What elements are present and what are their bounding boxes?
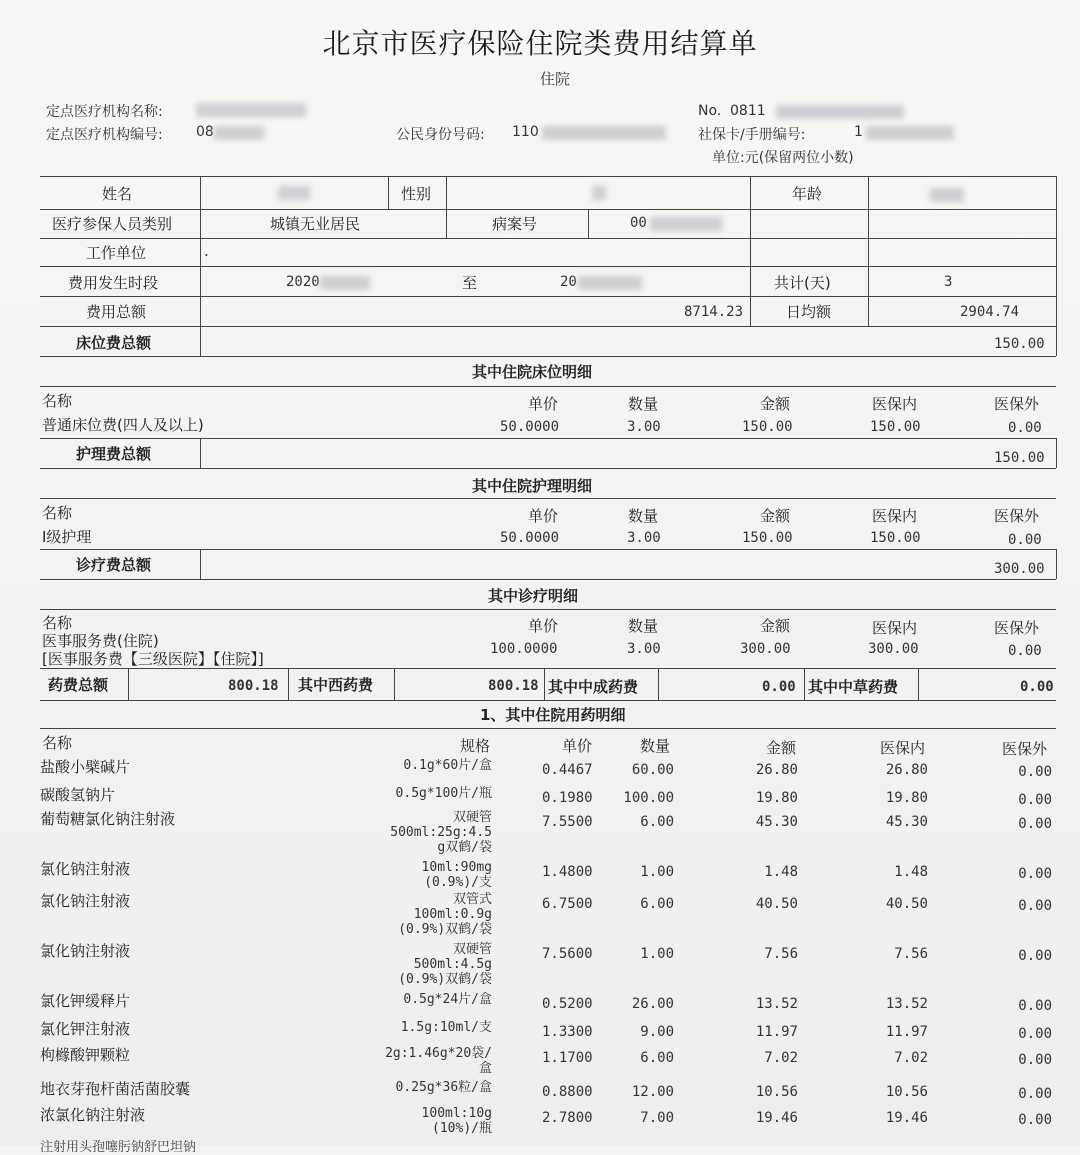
drug-qty: 26.00 [631, 996, 674, 1012]
no-value: 0811 [730, 103, 766, 119]
redacted-period-to [578, 276, 642, 290]
bed-col-name: 名称 [42, 392, 73, 410]
bed-row-name: 普通床位费(四人及以上) [42, 416, 204, 434]
drug-out: 0.00 [1018, 792, 1052, 808]
work-value: . [204, 242, 209, 260]
total-value: 8714.23 [684, 304, 744, 320]
redacted-org-code [214, 126, 264, 140]
treatment-row-qty: 3.00 [627, 641, 661, 657]
org-code-label: 定点医疗机构编号: [46, 127, 163, 143]
drug-total-value: 800.18 [228, 678, 279, 694]
drug-row-partial: 注射用头孢噻肟钠舒巴坦钠 [40, 1140, 197, 1155]
drug-in: 1.48 [894, 864, 928, 880]
drug-spec: 0.5g*24片/盒 [403, 992, 492, 1007]
drug-name: 氯化钠注射液 [40, 860, 131, 878]
redacted-age [930, 188, 964, 202]
document-subtitle: 住院 [540, 70, 571, 88]
bed-col-amount: 金额 [760, 395, 791, 413]
drug-spec: 盒 [478, 1061, 492, 1076]
nursing-col-amount: 金额 [760, 507, 791, 525]
drug-out: 0.00 [1018, 866, 1052, 882]
bed-row-in: 150.00 [870, 419, 921, 435]
drug-qty: 6.00 [640, 1050, 674, 1066]
drug-spec: 0.25g*36粒/盒 [395, 1080, 492, 1095]
drug-total-label: 药费总额 [48, 676, 109, 694]
drug-in: 45.30 [885, 814, 928, 830]
nursing-row-name: Ⅰ级护理 [42, 528, 92, 546]
drug-qty: 6.00 [640, 896, 674, 912]
drug-out: 0.00 [1018, 1052, 1052, 1068]
drug-out: 0.00 [1018, 816, 1052, 832]
treatment-row-amount: 300.00 [740, 641, 791, 657]
drugs-title: 1、其中住院用药明细 [480, 706, 626, 724]
treatment-total-label: 诊疗费总额 [76, 556, 152, 574]
org-code-value: 08 [196, 124, 214, 140]
bed-row-qty: 3.00 [627, 419, 661, 435]
patent-label: 其中中成药费 [548, 678, 639, 696]
drug-price: 0.5200 [542, 996, 593, 1012]
drug-qty: 1.00 [640, 946, 674, 962]
redacted-name [278, 186, 310, 200]
org-name-label: 定点医疗机构名称: [46, 104, 163, 120]
days-value: 3 [944, 274, 953, 290]
drug-qty: 6.00 [640, 814, 674, 830]
period-to: 20 [560, 274, 577, 290]
document-title: 北京市医疗保险住院类费用结算单 [322, 27, 758, 60]
drug-spec: (0.9%)/支 [424, 875, 492, 890]
treatment-col-name: 名称 [42, 614, 73, 632]
treatment-row-out: 0.00 [1008, 643, 1042, 659]
drug-out: 0.00 [1018, 948, 1052, 964]
treatment-col-price: 单价 [528, 617, 559, 635]
drug-qty: 1.00 [640, 864, 674, 880]
nursing-row-amount: 150.00 [742, 530, 793, 546]
total-label: 费用总额 [86, 303, 147, 321]
treatment-col-amount: 金额 [760, 617, 791, 635]
drug-qty: 60.00 [631, 762, 674, 778]
nursing-detail-title: 其中住院护理明细 [472, 477, 593, 495]
treatment-row-in: 300.00 [868, 641, 919, 657]
treatment-total-value: 300.00 [994, 561, 1045, 577]
drug-qty: 12.00 [631, 1084, 674, 1100]
drug-spec: 500ml:4.5g [413, 957, 492, 972]
drug-amount: 10.56 [755, 1084, 798, 1100]
bed-row-price: 50.0000 [500, 419, 560, 435]
western-label: 其中西药费 [298, 676, 374, 694]
daily-value: 2904.74 [960, 304, 1020, 320]
drug-amount: 7.56 [764, 946, 798, 962]
drug-spec: g双鹤/袋 [437, 840, 492, 855]
nursing-total-value: 150.00 [994, 450, 1045, 466]
drug-price: 0.1980 [542, 790, 593, 806]
treatment-row-name2: [医事服务费【三级医院】【住院】] [42, 650, 264, 668]
redacted-case-no [650, 217, 722, 231]
drugs-col-name: 名称 [42, 734, 73, 752]
drug-out: 0.00 [1018, 898, 1052, 914]
drug-spec: (10%)/瓶 [432, 1121, 492, 1136]
id-value: 110 [512, 124, 539, 140]
drug-spec: 100ml:0.9g [413, 907, 492, 922]
drug-in: 19.46 [885, 1110, 928, 1126]
drug-spec: (0.9%)双鹤/袋 [398, 922, 492, 937]
drug-price: 1.3300 [542, 1024, 593, 1040]
case-no-label: 病案号 [492, 215, 538, 233]
drug-spec: 双管式 [452, 892, 492, 907]
redacted-no [776, 105, 904, 119]
treatment-col-qty: 数量 [628, 617, 659, 635]
nursing-col-name: 名称 [42, 504, 73, 522]
bed-col-qty: 数量 [628, 395, 659, 413]
days-label: 共计(天) [774, 274, 831, 292]
drug-amount: 19.80 [755, 790, 798, 806]
drug-qty: 7.00 [640, 1110, 674, 1126]
redacted-id [542, 126, 666, 140]
period-label: 费用发生时段 [68, 274, 159, 292]
bed-total-value: 150.00 [994, 336, 1045, 352]
drug-in: 13.52 [885, 996, 928, 1012]
drug-spec: (0.9%)双鹤/袋 [398, 972, 492, 987]
redacted-period-from [320, 276, 370, 290]
drug-in: 7.02 [894, 1050, 928, 1066]
work-label: 工作单位 [86, 244, 147, 262]
name-label: 姓名 [102, 185, 133, 203]
drug-price: 1.4800 [542, 864, 593, 880]
nursing-row-in: 150.00 [870, 530, 921, 546]
drugs-col-out: 医保外 [1002, 740, 1048, 758]
drug-amount: 40.50 [755, 896, 798, 912]
drug-out: 0.00 [1018, 1026, 1052, 1042]
drug-name: 氯化钾注射液 [40, 1020, 131, 1038]
drug-price: 1.1700 [542, 1050, 593, 1066]
drug-price: 0.4467 [542, 762, 593, 778]
drugs-col-qty: 数量 [640, 737, 671, 755]
drug-spec: 500ml:25g:4.5 [390, 825, 492, 840]
drug-name: 葡萄糖氯化钠注射液 [40, 810, 176, 828]
drug-name: 地衣芽孢杆菌活菌胶囊 [40, 1080, 191, 1098]
drug-in: 19.80 [885, 790, 928, 806]
redacted-card [866, 126, 954, 140]
drug-spec: 10ml:90mg [421, 860, 492, 875]
drug-spec: 0.1g*60片/盒 [403, 758, 492, 773]
bed-col-price: 单价 [528, 395, 559, 413]
unit-note: 单位:元(保留两位小数) [712, 150, 854, 166]
period-from: 2020 [286, 274, 320, 290]
drugs-col-spec: 规格 [460, 737, 491, 755]
category-value: 城镇无业居民 [270, 215, 361, 233]
drug-name: 碳酸氢钠片 [40, 786, 116, 804]
drug-in: 40.50 [885, 896, 928, 912]
drug-amount: 1.48 [764, 864, 798, 880]
nursing-col-in: 医保内 [872, 507, 918, 525]
drug-out: 0.00 [1018, 764, 1052, 780]
drug-name: 氯化钠注射液 [40, 892, 131, 910]
drug-name: 氯化钾缓释片 [40, 992, 131, 1010]
treatment-row-price: 100.0000 [490, 641, 558, 657]
nursing-row-qty: 3.00 [627, 530, 661, 546]
period-to-label: 至 [462, 274, 478, 292]
card-value: 1 [854, 124, 863, 140]
drug-qty: 100.00 [623, 790, 674, 806]
treatment-col-in: 医保内 [872, 619, 918, 637]
drug-name: 枸橼酸钾颗粒 [40, 1046, 131, 1064]
redacted-org-name [196, 103, 306, 117]
drug-out: 0.00 [1018, 1112, 1052, 1128]
redacted-sex [592, 186, 606, 200]
age-label: 年龄 [792, 185, 823, 203]
drug-spec: 100ml:10g [421, 1106, 492, 1121]
drugs-col-price: 单价 [562, 737, 593, 755]
bed-detail-title: 其中住院床位明细 [472, 363, 593, 381]
nursing-col-qty: 数量 [628, 507, 659, 525]
id-label: 公民身份号码: [396, 127, 485, 143]
nursing-row-out: 0.00 [1008, 532, 1042, 548]
bed-total-label: 床位费总额 [76, 334, 152, 352]
nursing-total-label: 护理费总额 [76, 445, 152, 463]
nursing-row-price: 50.0000 [500, 530, 560, 546]
drugs-col-amount: 金额 [766, 739, 797, 757]
treatment-row-name: 医事服务费(住院) [42, 632, 159, 650]
bed-row-out: 0.00 [1008, 420, 1042, 436]
drug-amount: 19.46 [755, 1110, 798, 1126]
drug-spec: 2g:1.46g*20袋/ [385, 1046, 492, 1061]
drug-qty: 9.00 [640, 1024, 674, 1040]
no-label: No. [698, 103, 722, 119]
category-label: 医疗参保人员类别 [52, 215, 173, 233]
drug-name: 氯化钠注射液 [40, 942, 131, 960]
nursing-col-price: 单价 [528, 507, 559, 525]
drug-price: 7.5600 [542, 946, 593, 962]
drug-spec: 1.5g:10ml/支 [400, 1020, 492, 1035]
drug-in: 26.80 [885, 762, 928, 778]
daily-label: 日均额 [786, 303, 832, 321]
nursing-col-out: 医保外 [994, 507, 1040, 525]
drug-amount: 11.97 [755, 1024, 798, 1040]
treatment-col-out: 医保外 [994, 619, 1040, 637]
drugs-col-in: 医保内 [880, 739, 926, 757]
drug-in: 10.56 [885, 1084, 928, 1100]
drug-spec: 0.5g*100片/瓶 [395, 786, 492, 801]
drug-price: 6.7500 [542, 896, 593, 912]
bed-col-out: 医保外 [994, 395, 1040, 413]
sex-label: 性别 [401, 185, 432, 203]
bed-row-amount: 150.00 [742, 419, 793, 435]
drug-amount: 7.02 [764, 1050, 798, 1066]
herbal-value: 0.00 [1020, 679, 1054, 695]
case-no-value: 00 [630, 215, 647, 231]
drug-name: 盐酸小檗碱片 [40, 758, 131, 776]
drug-out: 0.00 [1018, 998, 1052, 1014]
drug-in: 7.56 [894, 946, 928, 962]
drug-in: 11.97 [885, 1024, 928, 1040]
drug-spec: 双硬管 [452, 810, 492, 825]
drug-price: 0.8800 [542, 1084, 593, 1100]
patent-value: 0.00 [762, 679, 796, 695]
herbal-label: 其中中草药费 [808, 678, 899, 696]
drug-spec: 双硬管 [452, 942, 492, 957]
bed-col-in: 医保内 [872, 395, 918, 413]
drug-amount: 26.80 [755, 762, 798, 778]
drug-name: 浓氯化钠注射液 [40, 1106, 146, 1124]
treatment-detail-title: 其中诊疗明细 [488, 587, 579, 605]
western-value: 800.18 [488, 678, 539, 694]
card-label: 社保卡/手册编号: [698, 127, 806, 143]
drug-price: 2.7800 [542, 1110, 593, 1126]
drug-price: 7.5500 [542, 814, 593, 830]
drug-amount: 45.30 [755, 814, 798, 830]
drug-out: 0.00 [1018, 1086, 1052, 1102]
drug-amount: 13.52 [755, 996, 798, 1012]
